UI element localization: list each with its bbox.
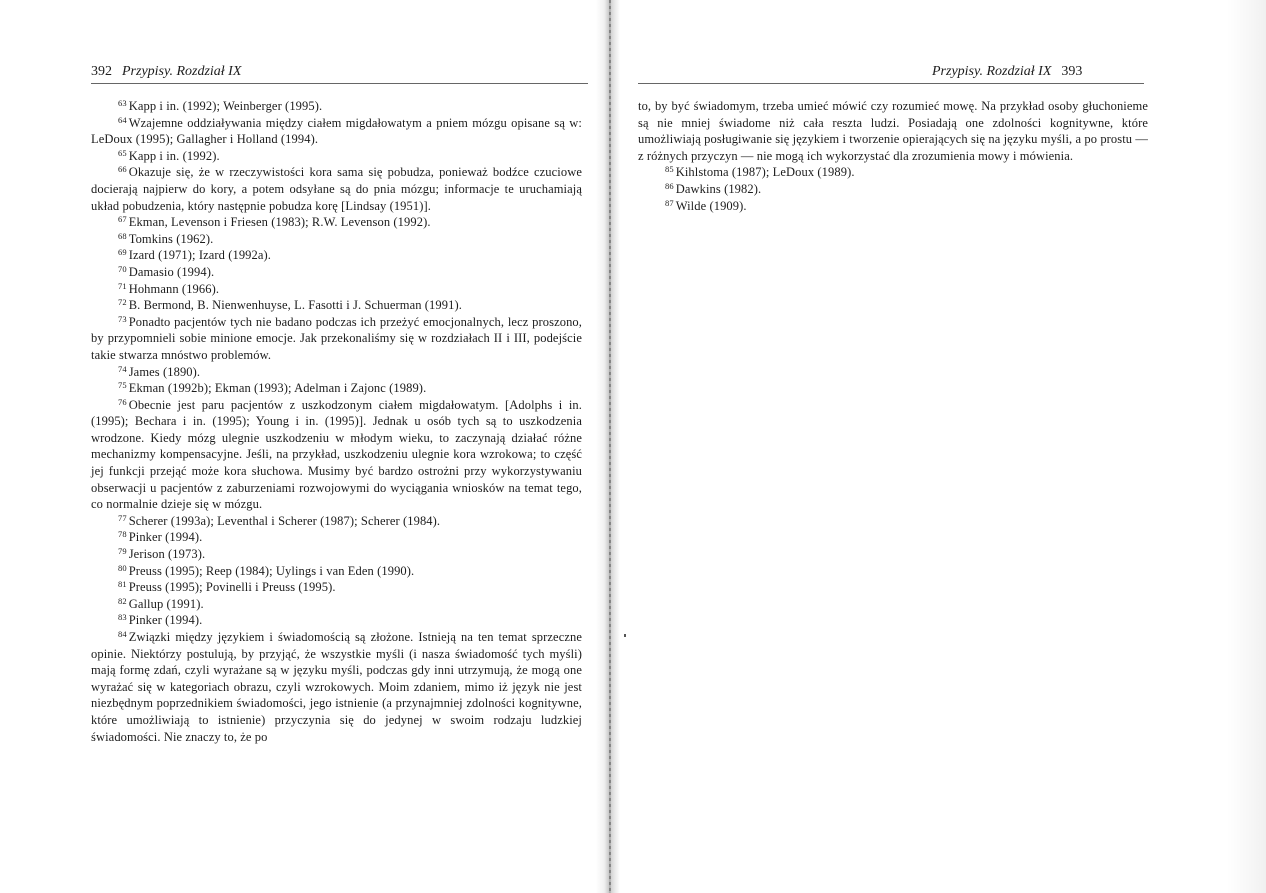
footnote — [638, 164, 1148, 181]
left-page-number: 392 — [91, 64, 112, 79]
footnote — [91, 98, 582, 115]
footnote-text: Gallup (1991). — [128, 596, 204, 611]
footnote — [91, 231, 582, 248]
footnote-number: 67 — [118, 214, 127, 225]
footnote-number: 69 — [118, 247, 127, 258]
footnote — [91, 563, 582, 580]
footnote-number: 86 — [665, 180, 674, 191]
footnote-text: Obecnie jest paru pacjentów z uszkodzonym ciałem migdałowatym. [Adolphs i in. (1995); Bechara i in. (1995); Young i in. (1995)]. Jednak u osób tych są to uszkodzenia wrodzone. Kiedy mózg ulegnie uszkodzeniu w młodym wieku, to zaczynają działać różne mechanizmy kompensacyjne. Jeśli, na przykład, uszkodzeniu ulegnie kora wzrokowa; to część jej funkcji przejąć może kora słuchowa. Musimy być bardzo ostrożni przy wykorzystywaniu obserwacji u pacjentów z zaburzeniami rozwojowymi do wyciągania wniosków na temat tego, co normalnie dzieje się w mózgu. — [91, 397, 582, 512]
footnote-text: Kihlstoma (1987); LeDoux (1989). — [675, 165, 855, 180]
footnote-number: 73 — [118, 313, 127, 324]
footnote-number: 75 — [118, 380, 127, 391]
footnote — [91, 629, 582, 745]
footnote-text: Ekman, Levenson i Friesen (1983); R.W. Levenson (1992). — [128, 215, 431, 230]
footnote-number: 66 — [118, 164, 127, 175]
footnote — [91, 579, 582, 596]
right-header-rule — [638, 83, 1144, 84]
footnote-number: 84 — [118, 629, 127, 639]
right-page — [617, 0, 1266, 893]
footnote — [91, 297, 582, 314]
footnote — [91, 596, 582, 613]
footnote-number: 82 — [118, 595, 127, 606]
footnote-text: Hohmann (1966). — [128, 281, 220, 296]
left-page — [0, 0, 605, 893]
left-header-rule — [91, 83, 588, 84]
footnote — [91, 314, 582, 364]
right-notes-list — [638, 98, 1148, 214]
footnote — [91, 380, 582, 397]
footnote-text: Jerison (1973). — [128, 547, 206, 562]
footnote-number: 78 — [118, 529, 127, 540]
note-continuation: to, by być świadomym, trzeba umieć mówić czy rozumieć mowę. Na przykład osoby głuchonieme są nie mniej świadome niż cała reszta ludzi. Posiadają one zdolności kognitywne, które umożliwiają posługiwanie się językiem i tworzenie opierających się na języku myśli, a po prostu — z różnych przyczyn — nie mogą ich wykorzystać dla zrozumienia mowy i mówienia. — [638, 99, 1148, 163]
footnote-text: Wzajemne oddziaływania między ciałem migdałowatym a pniem mózgu opisane są w: LeDoux (1995); Gallagher i Holland (1994). — [91, 115, 582, 147]
footnote-number: 80 — [118, 562, 127, 573]
right-page-number: 393 — [1061, 64, 1083, 79]
footnote-text: Preuss (1995); Povinelli i Preuss (1995). — [128, 580, 336, 595]
footnote — [91, 264, 582, 281]
footnote — [638, 181, 1148, 198]
left-running-head — [91, 63, 241, 81]
footnote-text: Wilde (1909). — [675, 198, 747, 213]
footnote-number: 65 — [118, 147, 127, 158]
footnote-number: 76 — [118, 396, 127, 407]
footnote-number: 70 — [118, 263, 127, 274]
footnote — [91, 612, 582, 629]
footnote-number: 87 — [665, 197, 674, 208]
footnote-number: 74 — [118, 363, 127, 374]
footnote-text: Tomkins (1962). — [128, 231, 214, 246]
footnote — [91, 164, 582, 214]
footnote-text: B. Bermond, B. Nienwenhuyse, L. Fasotti i J. Schuerman (1991). — [128, 298, 462, 313]
footnote-text: Kapp i in. (1992); Weinberger (1995). — [128, 99, 323, 113]
footnote-text: Scherer (1993a); Leventhal i Scherer (1987); Scherer (1984). — [128, 513, 441, 528]
footnote-number: 77 — [118, 512, 127, 523]
footnote-text: Preuss (1995); Reep (1984); Uylings i van Eden (1990). — [128, 563, 415, 578]
footnote — [91, 247, 582, 264]
footnote-text: Izard (1971); Izard (1992a). — [128, 248, 272, 263]
footnote-number: 63 — [118, 98, 127, 108]
footnote — [91, 281, 582, 298]
book-spine-line — [609, 0, 611, 893]
footnote — [638, 198, 1148, 215]
footnote — [91, 546, 582, 563]
footnote-number: 85 — [665, 164, 674, 175]
footnote-number: 64 — [118, 114, 127, 125]
footnote — [91, 148, 582, 165]
footnote — [91, 397, 582, 513]
footnote — [91, 214, 582, 231]
footnote — [91, 115, 582, 148]
footnote-text: Ponadto pacjentów tych nie badano podczas ich przeżyć emocjonalnych, lecz proszono, by przypomnieli sobie minione emocje. Jak przekonaliśmy się w rozdziałach II i III, podejście takie stwarza mnóstwo problemów. — [91, 314, 582, 362]
footnote-text: Dawkins (1982). — [675, 181, 762, 196]
footnote-number: 72 — [118, 297, 127, 308]
right-running-head — [932, 63, 1082, 81]
footnote — [91, 529, 582, 546]
footnote-text: James (1890). — [128, 364, 201, 379]
footnote-number: 81 — [118, 579, 127, 590]
footnote-text: Pinker (1994). — [128, 530, 203, 545]
left-notes-list — [91, 98, 582, 745]
right-running-title: Przypisy. Rozdział IX — [932, 64, 1052, 79]
left-running-title: Przypisy. Rozdział IX — [122, 64, 242, 79]
footnote-text: Kapp i in. (1992). — [128, 148, 220, 163]
footnote — [91, 364, 582, 381]
footnote-text: Ekman (1992b); Ekman (1993); Adelman i Zajonc (1989). — [128, 381, 427, 396]
footnote-number: 68 — [118, 230, 127, 241]
footnote-text: Związki między językiem i świadomością są złożone. Istnieją na ten temat sprzeczne opinie. Niektórzy postulują, by przyjąć, że wszystkie myśli (i nasza świadomość tych myśli) mają formę zdań, czyli wyrażane są w języku myśli, podczas gdy inni utrzymują, że mogą one wyrażać się w kategoriach obrazu, czyli wzrokowych. Moim zdaniem, mimo iż język nie jest niezbędnym poprzednikiem świadomości, jego istnienie (a przynajmniej zdolności kognitywne, które umożliwiają to istnienie) przyczynia się do jedynej w swoim rodzaju ludzkiej świadomości. Nie znaczy to, że po — [91, 630, 582, 744]
footnote-text: Pinker (1994). — [128, 613, 203, 628]
footnote — [91, 513, 582, 530]
footnote-text: Damasio (1994). — [128, 264, 215, 279]
footnote-text: Okazuje się, że w rzeczywistości kora sama się pobudza, ponieważ bodźce czuciowe docierają najpierw do kory, a potem odsyłane są do pnia mózgu; informacje te uruchamiają układ pobudzenia, który następnie pobudza korę [Lindsay (1951)]. — [91, 165, 582, 213]
footnote-number: 79 — [118, 546, 127, 557]
footnote-number: 83 — [118, 612, 127, 623]
footnote-number: 71 — [118, 280, 127, 291]
